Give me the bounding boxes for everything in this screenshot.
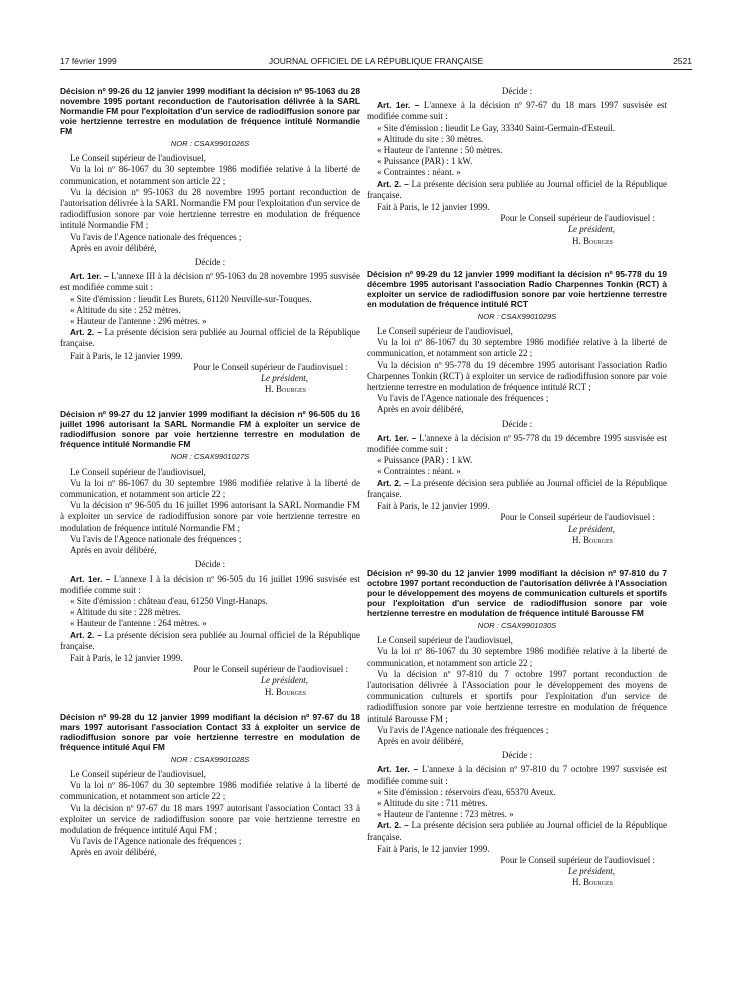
article-1 [60, 574, 360, 596]
preamble-loi: Vu la loi nº 86-1067 du 30 septembre 1986 modifiée relative à la liberté de communication, et notamment son article 22 ; [60, 780, 360, 802]
annex-item: « Hauteur de l'antenne : 723 mètres. » [377, 809, 514, 820]
date-line: Fait à Paris, le 12 janvier 1999. [70, 652, 183, 663]
header-rule [60, 69, 692, 70]
signature-president: Le président, [568, 523, 615, 534]
annex-item: « Altitude du site : 252 mètres. [70, 304, 181, 315]
annex-item: « Site d'émission : château d'eau, 61250 Vingt-Hanaps. [70, 595, 268, 606]
preamble-conseil: Le Conseil supérieur de l'audiovisuel, [377, 635, 513, 646]
decision-99-28-continued [367, 86, 667, 247]
article-2-text: La présente décision sera publiée au Journal officiel de la République française. [60, 629, 360, 651]
running-header [60, 56, 692, 68]
preamble-avis: Vu l'avis de l'Agence nationale des fréquences ; [377, 393, 549, 404]
preamble-loi: Vu la loi nº 86-1067 du 30 septembre 1986 modifiée relative à la liberté de communication, et notamment son article 22 ; [367, 646, 667, 668]
article-2 [367, 478, 667, 500]
article-1 [367, 764, 667, 786]
decide-heading: Décide : [194, 257, 226, 268]
signature-name: H. Bourges [571, 534, 613, 545]
decide-heading: Décide : [501, 750, 533, 761]
preamble-vu-decision: Vu la décision nº 95-1063 du 28 novembre 1995 portant reconduction de l'autorisation délivrée à la SARL Normandie FM pour l'exploitation d'un service de radiodiffusion sonore par voie hertzienne terrestre en modulation de fréquence intitulé Normandie FM ; [60, 186, 360, 231]
preamble-vu-decision: Vu la décision nº 96-505 du 16 juillet 1996 autorisant la SARL Normandie FM à exploiter un service de radiodiffusion sonore par voie hertzienne terrestre en modulation de fréquence intitulé Normandie FM ; [60, 500, 360, 533]
annex-item: « Contraintes : néant. » [377, 167, 461, 178]
preamble-apres: Après en avoir délibéré, [377, 404, 464, 415]
date-line: Fait à Paris, le 12 janvier 1999. [70, 350, 183, 361]
article-1-label: Art. 1er. – [70, 271, 109, 282]
signature-pour: Pour le Conseil supérieur de l'audiovisuel : [193, 361, 348, 372]
signature-name: H. Bourges [571, 877, 613, 888]
decision-99-26 [60, 86, 360, 395]
article-1 [367, 100, 667, 122]
right-column [367, 86, 667, 889]
annex-item: « Altitude du site : 30 mètres. [377, 133, 484, 144]
article-2-label: Art. 2. – [70, 629, 102, 640]
preamble-loi: Vu la loi nº 86-1067 du 30 septembre 1986 modifiée relative à la liberté de communication, et notamment son article 22 ; [367, 337, 667, 359]
annex-item: « Hauteur de l'antenne : 296 mètres. » [70, 316, 207, 327]
preamble-apres: Après en avoir délibéré, [70, 847, 157, 858]
article-1-label: Art. 1er. – [377, 432, 417, 443]
decision-title: Décision nº 99-30 du 12 janvier 1999 modifiant la décision nº 97-810 du 7 octobre 1997 portant reconduction de l'autorisation délivrée à l'Association pour le développement des moyens de communication culturels et sportifs pour l'exploitation d'un service de radiodiffusion sonore par voie hertzienne terrestre en modulation de fréquence intitulé Barousse FM [367, 567, 667, 618]
decision-99-29 [367, 269, 667, 546]
article-2-label: Art. 2. – [70, 327, 102, 338]
annex-item: « Site d'émission : réservoirs d'eau, 65370 Aveux. [377, 786, 556, 797]
article-2 [60, 327, 360, 349]
article-1-label: Art. 1er. – [377, 764, 419, 775]
preamble-loi: Vu la loi nº 86-1067 du 30 septembre 1986 modifiée relative à la liberté de communication, et notamment son article 22 ; [60, 477, 360, 500]
signature-president: Le président, [261, 373, 308, 384]
decision-title: Décision nº 99-26 du 12 janvier 1999 modifiant la décision nº 95-1063 du 28 novembre 1995 portant reconduction de l'autorisation délivrée à la SARL Normandie FM pour l'exploitation d'un service de radiodiffusion sonore par voie hertzienne terrestre en modulation de fréquence intitulé Normandie FM [60, 86, 360, 136]
article-1-text: L'annexe I à la décision nº 96-505 du 16 juillet 1996 susvisée est modifiée comme suit : [60, 573, 360, 595]
annex-item: « Puissance (PAR) : 1 kW. [377, 455, 473, 466]
preamble-apres: Après en avoir délibéré, [377, 735, 464, 746]
article-1-text: L'annexe à la décision nº 97-810 du 7 octobre 1997 susvisée est modifiée comme suit : [367, 764, 668, 786]
decision-title: Décision nº 99-27 du 12 janvier 1999 modifiant la décision nº 96-505 du 16 juillet 1996 autorisant la SARL Normandie FM à exploiter un service de radiodiffusion sonore par voie hertzienne terrestre en modulation de fréquence intitulé Normandie FM [60, 409, 360, 450]
signature-pour: Pour le Conseil supérieur de l'audiovisuel : [193, 664, 348, 675]
signature-name: H. Bourges [264, 686, 306, 697]
annex-item: « Altitude du site : 711 mètres. [377, 797, 488, 808]
preamble-conseil: Le Conseil supérieur de l'audiovisuel, [70, 153, 206, 164]
date-line: Fait à Paris, le 12 janvier 1999. [377, 501, 490, 512]
signature-pour: Pour le Conseil supérieur de l'audiovisuel : [500, 213, 655, 224]
decision-99-28 [60, 712, 360, 859]
article-2-text: La présente décision sera publiée au Journal officiel de la République française. [367, 477, 667, 499]
annex-item: « Altitude du site : 228 mètres. [70, 607, 181, 618]
article-1-text: L'annexe à la décision nº 97-67 du 18 mars 1997 susvisée est modifiée comme suit : [367, 100, 667, 122]
header-date: 17 février 1999 [60, 56, 117, 66]
article-1 [367, 433, 667, 455]
annex-item: « Hauteur de l'antenne : 264 mètres. » [70, 618, 207, 629]
preamble-conseil: Le Conseil supérieur de l'audiovisuel, [70, 768, 206, 779]
preamble-avis: Vu l'avis de l'Agence nationale des fréquences ; [70, 836, 242, 847]
preamble-avis: Vu l'avis de l'Agence nationale des fréquences ; [70, 533, 242, 544]
signature-president: Le président, [568, 866, 615, 877]
nor-reference: NOR : CSAX9901028S [170, 754, 250, 764]
left-column [60, 86, 360, 859]
preamble-conseil: Le Conseil supérieur de l'audiovisuel, [70, 466, 206, 477]
date-line: Fait à Paris, le 12 janvier 1999. [377, 843, 490, 854]
decision-title: Décision nº 99-29 du 12 janvier 1999 modifiant la décision nº 95-778 du 19 décembre 1995 autorisant l'association Radio Charpennes Tonkin (RCT) à exploiter un service de radiodiffusion sonore par voie hertzienne terrestre en modulation de fréquence intitulé RCT [367, 268, 667, 309]
annex-item: « Site d'émission : lieudit Le Gay, 33340 Saint-Germain-d'Esteuil. [377, 122, 616, 133]
nor-reference: NOR : CSAX9901029S [477, 311, 557, 321]
decide-heading: Décide : [194, 559, 226, 570]
signature-pour: Pour le Conseil supérieur de l'audiovisuel : [500, 854, 655, 865]
article-1-text: L'annexe à la décision nº 95-778 du 19 décembre 1995 susvisée est modifiée comme suit : [367, 432, 667, 455]
annex-item: « Hauteur de l'antenne : 50 mètres. [377, 145, 503, 156]
article-1 [60, 271, 360, 293]
article-2 [60, 630, 360, 652]
article-2 [367, 179, 667, 201]
date-line: Fait à Paris, le 12 janvier 1999. [377, 202, 490, 213]
signature-name: H. Bourges [264, 384, 306, 395]
signature-president: Le président, [261, 675, 308, 686]
preamble-avis: Vu l'avis de l'Agence nationale des fréquences ; [377, 724, 549, 735]
article-1-label: Art. 1er. – [377, 100, 420, 111]
signature-pour: Pour le Conseil supérieur de l'audiovisuel : [500, 512, 655, 523]
decision-title: Décision nº 99-28 du 12 janvier 1999 modifiant la décision nº 97-67 du 18 mars 1997 autorisant l'association Contact 33 à exploiter un service de radiodiffusion sonore par voie hertzienne terrestre en modulation de fréquence intitulé Aqui FM [60, 711, 360, 752]
article-2-text: La présente décision sera publiée au Journal officiel de la République française. [367, 178, 667, 200]
preamble-vu-decision: Vu la décision nº 97-67 du 18 mars 1997 autorisant l'association Contact 33 à exploiter un service de radiodiffusion sonore par voie hertzienne terrestre en modulation de fréquence intitulé Aqui FM ; [60, 802, 360, 835]
annex-item: « Puissance (PAR) : 1 kW. [377, 156, 473, 167]
annex-item: « Site d'émission : lieudit Les Burets, 61120 Neuville-sur-Touques. [70, 293, 312, 304]
article-2-text: La présente décision sera publiée au Journal officiel de la République française. [60, 327, 360, 349]
article-1-text: L'annexe III à la décision nº 95-1063 du 28 novembre 1995 susvisée est modifiée comme suit : [60, 271, 360, 293]
preamble-loi: Vu la loi nº 86-1067 du 30 septembre 1986 modifiée relative à la liberté de communication, et notamment son article 22 ; [60, 164, 360, 186]
nor-reference: NOR : CSAX9901027S [170, 452, 250, 462]
nor-reference: NOR : CSAX9901026S [170, 139, 250, 148]
annex-item: « Contraintes : néant. » [377, 466, 461, 477]
signature-president: Le président, [568, 224, 615, 235]
signature-name: H. Bourges [571, 235, 613, 246]
preamble-avis: Vu l'avis de l'Agence nationale des fréquences ; [70, 231, 242, 242]
article-2-label: Art. 2. – [377, 820, 409, 831]
article-2-label: Art. 2. – [377, 178, 409, 189]
header-page-number: 2521 [673, 56, 692, 66]
decision-99-30 [367, 568, 667, 889]
preamble-apres: Après en avoir délibéré, [70, 242, 157, 253]
article-2-text: La présente décision sera publiée au Journal officiel de la République française. [367, 820, 667, 842]
preamble-vu-decision: Vu la décision nº 97-810 du 7 octobre 1997 portant reconduction de l'autorisation délivrée à l'Association pour le développement des moyens de communication culturels et sportifs pour l'exploitation d'un service de radiodiffusion sonore par voie hertzienne terrestre en modulation de fréquence intitulé Barousse FM ; [367, 668, 667, 724]
article-1-label: Art. 1er. – [70, 573, 111, 584]
preamble-apres: Après en avoir délibéré, [70, 545, 157, 556]
article-2 [367, 820, 667, 842]
decision-99-27 [60, 409, 360, 697]
preamble-conseil: Le Conseil supérieur de l'audiovisuel, [377, 326, 513, 337]
preamble-vu-decision: Vu la décision nº 95-778 du 19 décembre 1995 autorisant l'association Radio Charpennes Tonkin (RCT) à exploiter un service de radiodiffusion sonore par voie hertzienne terrestre en modulation de fréquence intitulé RCT ; [367, 359, 667, 393]
decide-heading: Décide : [501, 418, 533, 429]
article-2-label: Art. 2. – [377, 477, 409, 488]
nor-reference: NOR : CSAX9901030S [477, 620, 557, 630]
header-journal-title: JOURNAL OFFICIEL DE LA RÉPUBLIQUE FRANÇAISE [268, 56, 484, 66]
decide-heading: Décide : [501, 86, 533, 96]
